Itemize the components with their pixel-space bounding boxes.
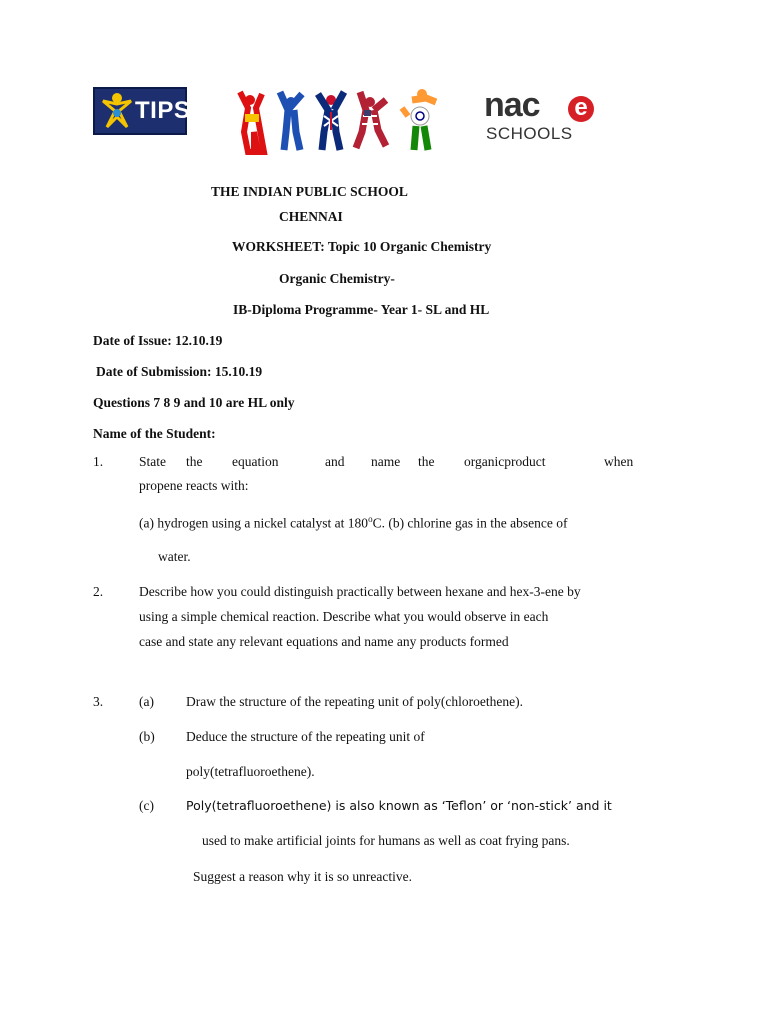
question-text: Suggest a reason why it is so unreactive. xyxy=(193,869,412,884)
school-city: CHENNAI xyxy=(279,209,343,224)
hl-note: Questions 7 8 9 and 10 are HL only xyxy=(93,395,295,410)
question-text: propene reacts with: xyxy=(139,478,249,493)
part-label: (a) xyxy=(139,694,154,709)
figure-blue xyxy=(280,92,302,150)
part-label: (c) xyxy=(139,798,154,813)
student-name-label: Name of the Student: xyxy=(93,426,216,441)
part-a-text: (a) hydrogen using a nickel catalyst at 180 xyxy=(139,515,369,531)
question-text: using a simple chemical reaction. Describe what you would observe in each xyxy=(139,609,549,624)
question-text: poly(tetrafluoroethene). xyxy=(186,764,315,779)
degree-superscript: o xyxy=(368,514,373,524)
question-text: Poly(tetrafluoroethene) is also known as ‘Teflon’ or ‘non-stick’ and it xyxy=(186,798,612,813)
question-text: Deduce the structure of the repeating unit of xyxy=(186,729,425,744)
nace-logo-word: nac xyxy=(484,86,540,124)
question-number: 2. xyxy=(93,584,104,599)
question-number: 3. xyxy=(93,694,104,709)
question-text: Draw the structure of the repeating unit of poly(chloroethene). xyxy=(186,694,523,709)
nace-logo-schools: SCHOOLS xyxy=(486,124,573,143)
date-of-issue: Date of Issue: 12.10.19 xyxy=(93,333,223,348)
question-word: name xyxy=(371,454,401,469)
tips-logo xyxy=(93,87,191,135)
programme-title: IB-Diploma Programme- Year 1- SL and HL xyxy=(233,302,490,317)
figure-india xyxy=(402,89,436,150)
question-word: when xyxy=(604,454,634,469)
subject-title: Organic Chemistry- xyxy=(279,271,395,286)
question-text: case and state any relevant equations and name any products formed xyxy=(139,634,509,649)
tips-logo-text: TIPS xyxy=(135,97,191,124)
star-figure-icon xyxy=(97,89,137,133)
question-text: Describe how you could distinguish practically between hexane and hex-3-ene by xyxy=(139,584,581,599)
nace-logo-e: e xyxy=(568,96,594,122)
question-number: 1. xyxy=(93,454,104,469)
question-word: the xyxy=(418,454,435,469)
figure-spain xyxy=(240,92,264,152)
school-name: THE INDIAN PUBLIC SCHOOL xyxy=(211,184,408,199)
question-text: used to make artificial joints for humans as well as coat frying pans. xyxy=(202,833,570,848)
question-word: State xyxy=(139,454,166,469)
question-word: equation xyxy=(232,454,279,469)
question-word: the xyxy=(186,454,203,469)
part-label: (b) xyxy=(139,729,155,744)
nace-schools-logo xyxy=(484,86,604,146)
worksheet-title: WORKSHEET: Topic 10 Organic Chemistry xyxy=(232,239,492,254)
date-of-submission: Date of Submission: 15.10.19 xyxy=(96,364,263,379)
flag-people-logo xyxy=(236,86,444,156)
figure-usa xyxy=(356,92,386,148)
question-part-a xyxy=(139,514,568,532)
part-a-text-end: C. (b) chlorine gas in the absence of xyxy=(372,515,568,531)
figure-uk xyxy=(318,92,344,150)
question-word: organicproduct xyxy=(464,454,546,469)
question-text: water. xyxy=(158,549,191,564)
question-word: and xyxy=(325,454,345,469)
